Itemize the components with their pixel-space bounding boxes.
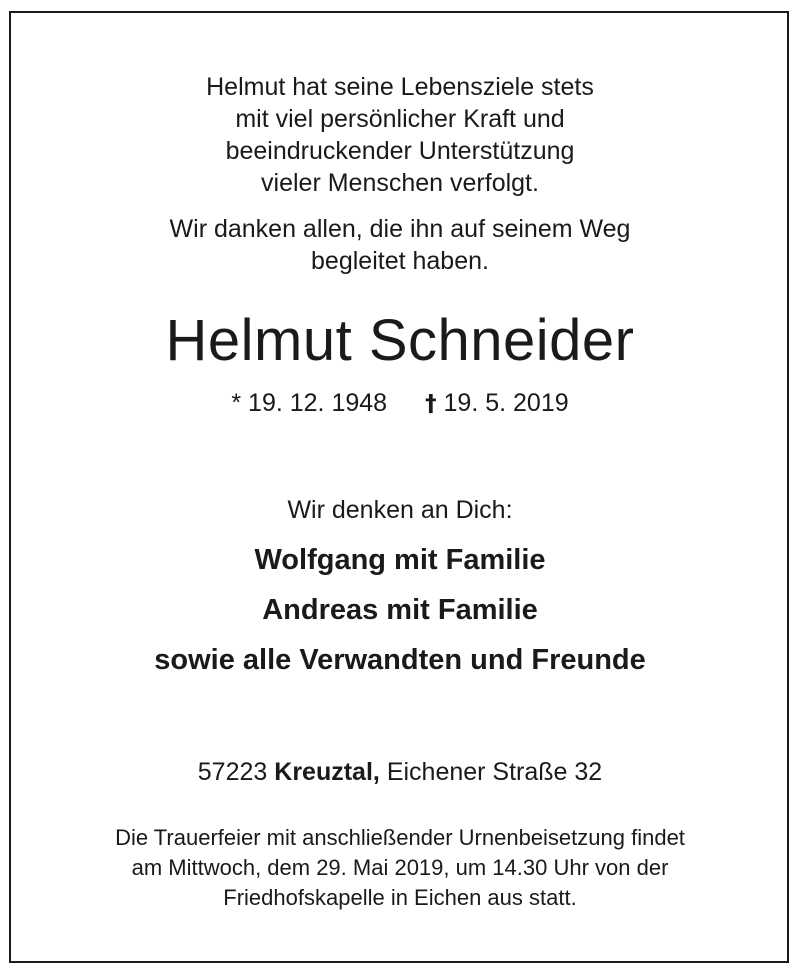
city: Kreuztal, [274, 758, 380, 786]
service-line-3: Friedhofskapelle in Eichen aus statt. [223, 885, 577, 910]
remembrance-line: Wir denken an Dich: [287, 496, 513, 524]
thanks-line-1: Wir danken allen, die ihn auf seinem Weg [169, 215, 631, 243]
mourner-2: Andreas mit Familie [262, 594, 538, 626]
service-line-1: Die Trauerfeier mit anschließender Urnenbeisetzung findet [115, 825, 685, 850]
mourner-3: sowie alle Verwandten und Freunde [154, 644, 646, 676]
street: Eichener Straße 32 [386, 758, 603, 786]
death-date: 19. 5. 2019 [443, 389, 569, 417]
intro-line-1: Helmut hat seine Lebensziele stets [206, 73, 594, 101]
birth-date: 19. 12. 1948 [248, 389, 388, 417]
thanks-line-2: begleitet haben. [311, 247, 489, 275]
mourner-1: Wolfgang mit Familie [254, 544, 546, 576]
address [0, 757, 800, 787]
intro-line-2: mit viel persönlicher Kraft und [235, 105, 565, 133]
service-line-2: am Mittwoch, dem 29. Mai 2019, um 14.30 Uhr von der [131, 855, 669, 880]
postal-code: 57223 [197, 758, 268, 786]
death-cross-icon: † [425, 391, 437, 417]
birth-symbol: * [231, 389, 242, 417]
intro-line-4: vieler Menschen verfolgt. [261, 169, 539, 197]
intro-line-3: beeindruckender Unterstützung [225, 137, 575, 165]
life-dates [0, 388, 800, 419]
deceased-name: Helmut Schneider [165, 308, 635, 373]
